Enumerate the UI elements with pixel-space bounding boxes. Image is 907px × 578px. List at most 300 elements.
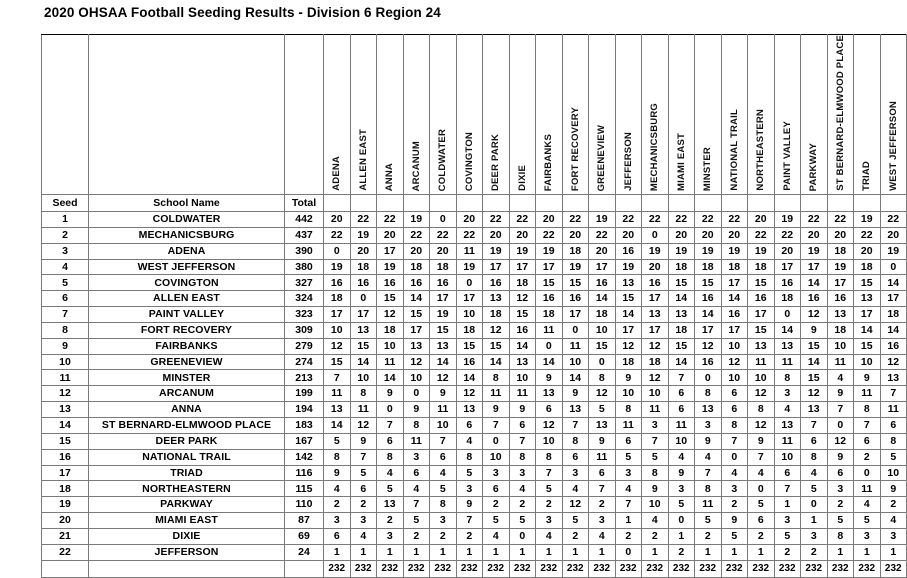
cell-vote-covington: 5 — [456, 465, 483, 481]
cell-school-name: COVINGTON — [89, 275, 285, 291]
cell-vote-miami-east: 7 — [668, 370, 695, 386]
vertical-label-text: MIAMI EAST — [675, 133, 687, 191]
cell-vote-allen-east: 0 — [350, 291, 377, 307]
column-label-blank-miami-east — [668, 195, 695, 212]
cell-vote-miami-east: 20 — [668, 227, 695, 243]
cell-total: 324 — [285, 291, 324, 307]
cell-vote-triad: 15 — [854, 338, 881, 354]
cell-vote-paint-valley: 3 — [774, 513, 801, 529]
cell-vote-national-trail: 3 — [721, 481, 748, 497]
cell-vote-adena: 6 — [324, 528, 351, 544]
vertical-label-wrapper — [669, 35, 695, 191]
cell-vote-dixie: 22 — [509, 212, 536, 228]
vertical-label-wrapper — [404, 35, 430, 191]
cell-total: 437 — [285, 227, 324, 243]
vertical-label-text: TRIAD — [861, 160, 872, 191]
column-label-blank-northeastern — [748, 195, 775, 212]
cell-vote-deer-park: 7 — [483, 417, 510, 433]
column-label-blank-covington — [456, 195, 483, 212]
cell-column-sum-anna: 232 — [377, 560, 404, 577]
cell-vote-paint-valley: 1 — [774, 497, 801, 513]
cell-vote-mechanicsburg: 20 — [642, 259, 669, 275]
cell-vote-st-bernard-elmwood-place: 11 — [827, 354, 854, 370]
cell-vote-northeastern: 20 — [748, 212, 775, 228]
cell-seed: 4 — [42, 259, 89, 275]
cell-vote-fort-recovery: 18 — [562, 243, 589, 259]
cell-vote-mechanicsburg: 11 — [642, 402, 669, 418]
cell-vote-coldwater: 18 — [430, 259, 457, 275]
cell-vote-jefferson: 12 — [615, 338, 642, 354]
vertical-label-wrapper — [616, 35, 642, 191]
cell-vote-minster: 0 — [695, 370, 722, 386]
cell-vote-national-trail: 0 — [721, 449, 748, 465]
cell-vote-parkway: 9 — [801, 322, 828, 338]
table-row — [42, 338, 907, 354]
cell-school-name: FORT RECOVERY — [89, 322, 285, 338]
cell-vote-northeastern: 12 — [748, 386, 775, 402]
cell-vote-fort-recovery: 12 — [562, 497, 589, 513]
cell-vote-greeneview: 0 — [589, 354, 616, 370]
cell-vote-coldwater: 1 — [430, 544, 457, 560]
cell-vote-fairbanks: 13 — [536, 386, 563, 402]
cell-vote-arcanum: 7 — [403, 497, 430, 513]
cell-vote-fairbanks: 3 — [536, 513, 563, 529]
cell-vote-deer-park: 3 — [483, 465, 510, 481]
cell-vote-dixie: 20 — [509, 227, 536, 243]
cell-vote-paint-valley: 2 — [774, 544, 801, 560]
cell-column-sum-national-trail: 232 — [721, 560, 748, 577]
cell-vote-st-bernard-elmwood-place: 10 — [827, 338, 854, 354]
table-row — [42, 386, 907, 402]
cell-vote-miami-east: 11 — [668, 417, 695, 433]
cell-vote-minster: 1 — [695, 544, 722, 560]
column-label-blank-anna — [377, 195, 404, 212]
cell-vote-greeneview: 16 — [589, 275, 616, 291]
cell-vote-west-jefferson: 11 — [880, 402, 907, 418]
sum-blank-name — [89, 560, 285, 577]
cell-vote-coldwater: 22 — [430, 227, 457, 243]
cell-vote-fort-recovery: 11 — [562, 338, 589, 354]
cell-vote-coldwater: 14 — [430, 354, 457, 370]
cell-vote-minster: 7 — [695, 465, 722, 481]
cell-vote-mechanicsburg: 7 — [642, 433, 669, 449]
cell-vote-fort-recovery: 14 — [562, 370, 589, 386]
column-header-triad — [854, 35, 881, 195]
vertical-label-text: ANNA — [384, 162, 395, 191]
corner-blank-total — [285, 35, 324, 195]
cell-vote-paint-valley: 13 — [774, 338, 801, 354]
cell-vote-arcanum: 19 — [403, 212, 430, 228]
cell-vote-west-jefferson: 3 — [880, 528, 907, 544]
cell-vote-deer-park: 20 — [483, 227, 510, 243]
cell-vote-dixie: 1 — [509, 544, 536, 560]
cell-vote-minster: 14 — [695, 307, 722, 323]
cell-vote-minster: 16 — [695, 291, 722, 307]
cell-column-sum-jefferson: 232 — [615, 560, 642, 577]
vertical-label-wrapper — [351, 35, 377, 191]
column-header-deer-park — [483, 35, 510, 195]
cell-total: 183 — [285, 417, 324, 433]
cell-vote-st-bernard-elmwood-place: 9 — [827, 386, 854, 402]
cell-vote-northeastern: 1 — [748, 544, 775, 560]
cell-vote-arcanum: 0 — [403, 386, 430, 402]
cell-vote-parkway: 4 — [801, 465, 828, 481]
vertical-label-text: MECHANICSBURG — [649, 102, 660, 191]
cell-vote-deer-park: 12 — [483, 322, 510, 338]
cell-vote-fort-recovery: 8 — [562, 433, 589, 449]
table-row — [42, 465, 907, 481]
cell-vote-anna: 15 — [377, 291, 404, 307]
cell-vote-covington: 16 — [456, 354, 483, 370]
cell-vote-mechanicsburg: 2 — [642, 528, 669, 544]
cell-column-sum-fairbanks: 232 — [536, 560, 563, 577]
cell-vote-mechanicsburg: 13 — [642, 307, 669, 323]
vertical-label-text: ALLEN EAST — [357, 129, 369, 191]
column-header-st-bernard-elmwood-place — [827, 35, 854, 195]
cell-vote-fort-recovery: 5 — [562, 513, 589, 529]
cell-vote-st-bernard-elmwood-place: 4 — [827, 370, 854, 386]
cell-vote-arcanum: 10 — [403, 370, 430, 386]
cell-vote-fort-recovery: 1 — [562, 544, 589, 560]
cell-vote-national-trail: 8 — [721, 417, 748, 433]
cell-vote-northeastern: 6 — [748, 513, 775, 529]
cell-vote-arcanum: 13 — [403, 338, 430, 354]
cell-vote-arcanum: 15 — [403, 307, 430, 323]
cell-vote-st-bernard-elmwood-place: 18 — [827, 322, 854, 338]
cell-vote-covington: 1 — [456, 544, 483, 560]
cell-vote-allen-east: 10 — [350, 370, 377, 386]
cell-column-sum-st-bernard-elmwood-place: 232 — [827, 560, 854, 577]
cell-total: 87 — [285, 513, 324, 529]
cell-vote-anna: 22 — [377, 212, 404, 228]
cell-vote-northeastern: 4 — [748, 465, 775, 481]
cell-vote-st-bernard-elmwood-place: 13 — [827, 307, 854, 323]
cell-vote-miami-east: 0 — [668, 513, 695, 529]
cell-vote-fort-recovery: 19 — [562, 259, 589, 275]
vertical-label-text: PARKWAY — [808, 142, 819, 191]
cell-vote-dixie: 13 — [509, 354, 536, 370]
cell-vote-west-jefferson: 22 — [880, 212, 907, 228]
cell-school-name: MINSTER — [89, 370, 285, 386]
column-header-anna — [377, 35, 404, 195]
cell-vote-anna: 4 — [377, 465, 404, 481]
cell-vote-paint-valley: 22 — [774, 227, 801, 243]
cell-vote-st-bernard-elmwood-place: 16 — [827, 291, 854, 307]
cell-school-name: GREENEVIEW — [89, 354, 285, 370]
cell-seed: 3 — [42, 243, 89, 259]
cell-vote-st-bernard-elmwood-place: 5 — [827, 513, 854, 529]
cell-vote-parkway: 13 — [801, 402, 828, 418]
column-label-blank-arcanum — [403, 195, 430, 212]
table-row — [42, 370, 907, 386]
cell-seed: 1 — [42, 212, 89, 228]
cell-vote-paint-valley: 16 — [774, 275, 801, 291]
cell-total: 279 — [285, 338, 324, 354]
cell-vote-minster: 8 — [695, 386, 722, 402]
cell-vote-fairbanks: 16 — [536, 291, 563, 307]
cell-vote-national-trail: 2 — [721, 497, 748, 513]
cell-vote-triad: 19 — [854, 212, 881, 228]
cell-vote-miami-east: 14 — [668, 354, 695, 370]
cell-seed: 2 — [42, 227, 89, 243]
cell-vote-national-trail: 20 — [721, 227, 748, 243]
column-label-blank-st-bernard-elmwood-place — [827, 195, 854, 212]
cell-vote-covington: 12 — [456, 386, 483, 402]
cell-vote-st-bernard-elmwood-place: 7 — [827, 402, 854, 418]
cell-vote-covington: 8 — [456, 449, 483, 465]
cell-vote-miami-east: 10 — [668, 433, 695, 449]
cell-vote-national-trail: 14 — [721, 291, 748, 307]
cell-vote-coldwater: 8 — [430, 497, 457, 513]
cell-vote-paint-valley: 19 — [774, 212, 801, 228]
cell-vote-coldwater: 0 — [430, 212, 457, 228]
cell-vote-parkway: 19 — [801, 243, 828, 259]
cell-vote-deer-park: 2 — [483, 497, 510, 513]
column-header-parkway — [801, 35, 828, 195]
cell-vote-northeastern: 18 — [748, 259, 775, 275]
cell-vote-adena: 22 — [324, 227, 351, 243]
vertical-label-wrapper — [854, 35, 880, 191]
cell-vote-paint-valley: 11 — [774, 354, 801, 370]
cell-vote-minster: 3 — [695, 417, 722, 433]
cell-vote-dixie: 10 — [509, 370, 536, 386]
cell-vote-dixie: 12 — [509, 291, 536, 307]
cell-vote-dixie: 9 — [509, 402, 536, 418]
cell-vote-west-jefferson: 14 — [880, 275, 907, 291]
cell-vote-miami-east: 3 — [668, 481, 695, 497]
seeding-results-table-wrapper — [41, 34, 907, 578]
cell-vote-minster: 20 — [695, 227, 722, 243]
cell-total: 142 — [285, 449, 324, 465]
cell-vote-st-bernard-elmwood-place: 18 — [827, 243, 854, 259]
cell-vote-greeneview: 17 — [589, 259, 616, 275]
cell-vote-mechanicsburg: 9 — [642, 481, 669, 497]
column-header-paint-valley — [774, 35, 801, 195]
cell-vote-paint-valley: 6 — [774, 465, 801, 481]
cell-vote-adena: 5 — [324, 433, 351, 449]
cell-vote-jefferson: 1 — [615, 513, 642, 529]
cell-vote-dixie: 7 — [509, 433, 536, 449]
vertical-label-wrapper — [457, 35, 483, 191]
cell-vote-deer-park: 19 — [483, 243, 510, 259]
cell-vote-miami-east: 14 — [668, 291, 695, 307]
cell-vote-adena: 17 — [324, 307, 351, 323]
cell-vote-allen-east: 18 — [350, 259, 377, 275]
cell-total: 274 — [285, 354, 324, 370]
cell-vote-covington: 20 — [456, 212, 483, 228]
cell-seed: 8 — [42, 322, 89, 338]
cell-vote-mechanicsburg: 1 — [642, 544, 669, 560]
cell-vote-adena: 20 — [324, 212, 351, 228]
cell-vote-fort-recovery: 3 — [562, 465, 589, 481]
column-label-blank-dixie — [509, 195, 536, 212]
cell-vote-allen-east: 16 — [350, 275, 377, 291]
cell-vote-dixie: 0 — [509, 528, 536, 544]
cell-total: 213 — [285, 370, 324, 386]
cell-total: 199 — [285, 386, 324, 402]
vertical-label-text: DIXIE — [516, 165, 528, 191]
cell-column-sum-allen-east: 232 — [350, 560, 377, 577]
cell-vote-anna: 7 — [377, 417, 404, 433]
cell-total: 24 — [285, 544, 324, 560]
cell-vote-arcanum: 16 — [403, 275, 430, 291]
cell-vote-triad: 9 — [854, 370, 881, 386]
cell-vote-deer-park: 5 — [483, 513, 510, 529]
cell-total: 323 — [285, 307, 324, 323]
cell-vote-parkway: 8 — [801, 449, 828, 465]
cell-total: 167 — [285, 433, 324, 449]
cell-vote-deer-park: 14 — [483, 354, 510, 370]
cell-vote-mechanicsburg: 10 — [642, 497, 669, 513]
cell-vote-miami-east: 18 — [668, 259, 695, 275]
vertical-label-wrapper — [722, 35, 748, 191]
cell-vote-allen-east: 15 — [350, 338, 377, 354]
cell-vote-anna: 14 — [377, 370, 404, 386]
cell-vote-dixie: 5 — [509, 513, 536, 529]
cell-vote-anna: 3 — [377, 528, 404, 544]
cell-seed: 10 — [42, 354, 89, 370]
cell-vote-allen-east: 13 — [350, 322, 377, 338]
cell-vote-mechanicsburg: 17 — [642, 322, 669, 338]
table-row — [42, 322, 907, 338]
cell-column-sum-arcanum: 232 — [403, 560, 430, 577]
cell-vote-west-jefferson: 8 — [880, 433, 907, 449]
cell-seed: 14 — [42, 417, 89, 433]
cell-vote-arcanum: 1 — [403, 544, 430, 560]
vertical-label-text: DEER PARK — [490, 133, 501, 191]
cell-vote-parkway: 1 — [801, 513, 828, 529]
cell-school-name: COLDWATER — [89, 212, 285, 228]
cell-vote-minster: 19 — [695, 243, 722, 259]
table-row — [42, 497, 907, 513]
cell-vote-deer-park: 18 — [483, 307, 510, 323]
cell-vote-arcanum: 3 — [403, 449, 430, 465]
cell-vote-mechanicsburg: 4 — [642, 513, 669, 529]
cell-seed: 18 — [42, 481, 89, 497]
column-label-blank-minster — [695, 195, 722, 212]
cell-vote-triad: 7 — [854, 417, 881, 433]
cell-vote-adena: 15 — [324, 354, 351, 370]
cell-vote-mechanicsburg: 17 — [642, 291, 669, 307]
cell-vote-jefferson: 6 — [615, 433, 642, 449]
cell-vote-deer-park: 11 — [483, 386, 510, 402]
vertical-label-text: MINSTER — [702, 146, 713, 191]
page-title: 2020 OHSAA Football Seeding Results - Division 6 Region 24 — [44, 5, 441, 20]
cell-vote-miami-east: 6 — [668, 402, 695, 418]
cell-vote-parkway: 17 — [801, 259, 828, 275]
cell-vote-covington: 10 — [456, 307, 483, 323]
cell-seed: 20 — [42, 513, 89, 529]
cell-vote-paint-valley: 5 — [774, 528, 801, 544]
cell-vote-covington: 15 — [456, 338, 483, 354]
cell-seed: 21 — [42, 528, 89, 544]
column-header-covington — [456, 35, 483, 195]
cell-vote-jefferson: 8 — [615, 402, 642, 418]
cell-vote-miami-east: 9 — [668, 465, 695, 481]
cell-vote-parkway: 3 — [801, 528, 828, 544]
cell-vote-arcanum: 20 — [403, 243, 430, 259]
vertical-label-text: NORTHEASTERN — [755, 109, 766, 191]
column-label-blank-paint-valley — [774, 195, 801, 212]
cell-vote-dixie: 6 — [509, 417, 536, 433]
vertical-label-wrapper — [775, 35, 801, 191]
cell-vote-dixie: 16 — [509, 322, 536, 338]
vertical-label-wrapper — [881, 35, 907, 191]
cell-vote-coldwater: 16 — [430, 275, 457, 291]
column-header-miami-east — [668, 35, 695, 195]
cell-vote-st-bernard-elmwood-place: 1 — [827, 544, 854, 560]
cell-vote-minster: 8 — [695, 481, 722, 497]
cell-vote-adena: 9 — [324, 465, 351, 481]
cell-column-sum-west-jefferson: 232 — [880, 560, 907, 577]
cell-vote-national-trail: 16 — [721, 307, 748, 323]
cell-school-name: PARKWAY — [89, 497, 285, 513]
cell-vote-triad: 5 — [854, 513, 881, 529]
cell-vote-northeastern: 16 — [748, 291, 775, 307]
cell-vote-fort-recovery: 20 — [562, 227, 589, 243]
cell-vote-miami-east: 19 — [668, 243, 695, 259]
cell-vote-national-trail: 4 — [721, 465, 748, 481]
cell-column-sum-deer-park: 232 — [483, 560, 510, 577]
cell-vote-northeastern: 2 — [748, 528, 775, 544]
cell-vote-deer-park: 9 — [483, 402, 510, 418]
cell-vote-fairbanks: 4 — [536, 528, 563, 544]
cell-vote-arcanum: 6 — [403, 465, 430, 481]
cell-vote-deer-park: 1 — [483, 544, 510, 560]
cell-vote-anna: 2 — [377, 513, 404, 529]
cell-vote-parkway: 15 — [801, 338, 828, 354]
cell-vote-adena: 3 — [324, 513, 351, 529]
cell-vote-miami-east: 4 — [668, 449, 695, 465]
cell-vote-west-jefferson: 4 — [880, 513, 907, 529]
vertical-label-wrapper — [483, 35, 509, 191]
cell-total: 194 — [285, 402, 324, 418]
column-header-fort-recovery — [562, 35, 589, 195]
cell-vote-jefferson: 4 — [615, 481, 642, 497]
cell-vote-fairbanks: 10 — [536, 433, 563, 449]
cell-vote-arcanum: 8 — [403, 417, 430, 433]
cell-vote-fort-recovery: 9 — [562, 386, 589, 402]
cell-column-sum-paint-valley: 232 — [774, 560, 801, 577]
cell-school-name: ANNA — [89, 402, 285, 418]
table-row — [42, 275, 907, 291]
cell-vote-covington: 18 — [456, 322, 483, 338]
cell-school-name: ADENA — [89, 243, 285, 259]
cell-vote-northeastern: 0 — [748, 481, 775, 497]
cell-vote-fairbanks: 2 — [536, 497, 563, 513]
cell-vote-northeastern: 8 — [748, 402, 775, 418]
vertical-label-text: ADENA — [331, 156, 342, 191]
cell-vote-minster: 4 — [695, 449, 722, 465]
table-row — [42, 417, 907, 433]
cell-vote-arcanum: 11 — [403, 433, 430, 449]
cell-vote-national-trail: 6 — [721, 386, 748, 402]
cell-vote-mechanicsburg: 18 — [642, 354, 669, 370]
cell-vote-mechanicsburg: 16 — [642, 275, 669, 291]
cell-seed: 15 — [42, 433, 89, 449]
cell-column-sum-triad: 232 — [854, 560, 881, 577]
cell-vote-fairbanks: 12 — [536, 417, 563, 433]
cell-seed: 19 — [42, 497, 89, 513]
cell-vote-jefferson: 18 — [615, 354, 642, 370]
cell-vote-minster: 15 — [695, 275, 722, 291]
cell-vote-triad: 11 — [854, 386, 881, 402]
cell-vote-paint-valley: 20 — [774, 243, 801, 259]
cell-total: 69 — [285, 528, 324, 544]
cell-vote-adena: 16 — [324, 275, 351, 291]
cell-school-name: DEER PARK — [89, 433, 285, 449]
cell-vote-arcanum: 4 — [403, 481, 430, 497]
